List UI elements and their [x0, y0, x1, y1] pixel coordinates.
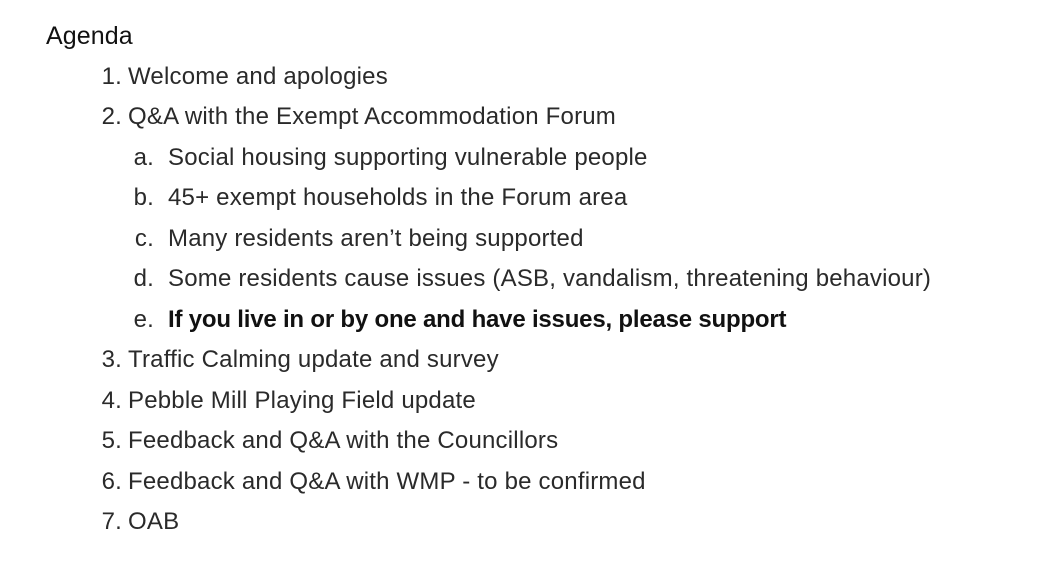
list-marker: 2. [101, 103, 122, 130]
list-marker: e. [133, 306, 154, 333]
agenda-item-text: Q&A with the Exempt Accommodation Forum [128, 103, 616, 130]
agenda-subitem-text: 45+ exempt households in the Forum area [168, 184, 628, 211]
agenda-item-text: Traffic Calming update and survey [128, 346, 499, 373]
agenda-subitem-text: If you live in or by one and have issues, please support [168, 306, 787, 333]
list-marker: c. [134, 225, 154, 252]
list-marker: d. [133, 265, 154, 292]
agenda-item-text: Welcome and apologies [128, 63, 388, 90]
list-marker: 6. [101, 468, 122, 495]
agenda-item-text: Pebble Mill Playing Field update [128, 387, 476, 414]
list-marker: 7. [101, 508, 122, 535]
list-marker: 3. [101, 346, 122, 373]
agenda-item-text: Feedback and Q&A with WMP - to be confirmed [128, 468, 646, 495]
list-marker: b. [133, 184, 154, 211]
list-marker: a. [133, 144, 154, 171]
agenda-item-text: Feedback and Q&A with the Councillors [128, 427, 559, 454]
agenda-subitem-text: Social housing supporting vulnerable people [168, 144, 648, 171]
agenda-item-text: OAB [128, 508, 180, 535]
agenda-subitem-text: Some residents cause issues (ASB, vandalism, threatening behaviour) [168, 265, 932, 292]
agenda-subitem-text: Many residents aren’t being supported [168, 225, 584, 252]
list-marker: 5. [101, 427, 122, 454]
agenda-heading: Agenda [46, 22, 133, 50]
list-marker: 4. [101, 387, 122, 414]
list-marker: 1. [101, 63, 122, 90]
